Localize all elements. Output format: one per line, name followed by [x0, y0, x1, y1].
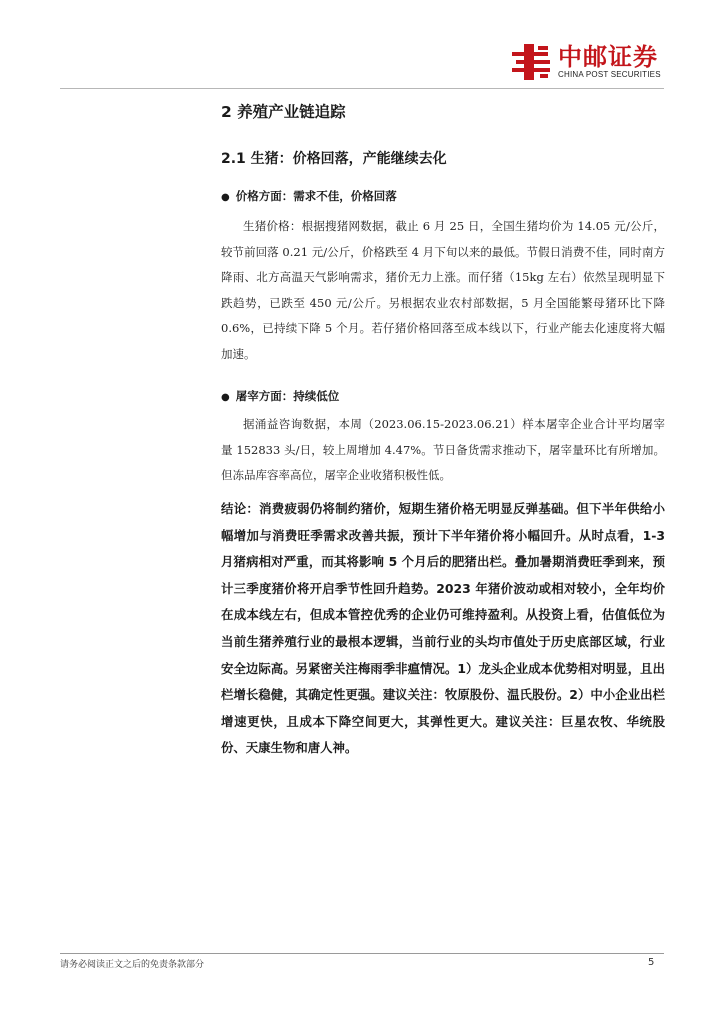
- conclusion-paragraph: 结论：消费疲弱仍将制约猪价，短期生猪价格无明显反弹基础。但下半年供给小幅增加与消费旺季需求改善共振，预计下半年猪价将小幅回升。从时点看，1-3 月猪病相对严重，而其将影响 5 个月后的肥猪出栏。叠加暑期消费旺季到来，预计三季度猪价将开启季节性回升趋势。2023 年猪价波动或相对较小，全年均价在成本线左右，但成本管控优秀的企业仍可维持盈利。从投资上看，估值低位为当前生猪养殖行业的最根本逻辑，当前行业的头均市值处于历史底部区域，行业安全边际高。另紧密关注梅雨季非瘟情况。1）龙头企业成本优势相对明显，且出栏增长稳健，其确定性更强。建议关注：牧原股份、温氏股份。2）中小企业出栏增速更快，且成本下降空间更大，其弹性更大。建议关注：巨星农牧、华统股份、天康生物和唐人神。: [221, 501, 665, 756]
- subsection-title: 2.1 生猪：价格回落，产能继续去化: [221, 151, 447, 167]
- brand-name-cn: 中邮证券: [558, 43, 658, 71]
- brand-logo: [510, 42, 670, 82]
- paragraph-price: 生猪价格：根据搜猪网数据，截止 6 月 25 日，全国生猪均价为 14.05 元/公斤，较节前回落 0.21 元/公斤，价格跌至 4 月下旬以来的最低。节假日消费不佳，同时南方降雨、北方高温天气影响需求，猪价无力上涨。而仔猪（15kg 左右）依然呈现明显下跌趋势，已跌至 450 元/公斤。另根据农业农村部数据，5 月全国能繁母猪环比下降 0.6%，已持续下降 5 个月。若仔猪价格回落至成本线以下，行业产能去化速度将大幅加速。: [221, 219, 665, 361]
- china-post-logo-icon: [510, 42, 552, 82]
- brand-name-en: CHINA POST SECURITIES: [558, 70, 661, 79]
- footer-disclaimer: 请务必阅读正文之后的免责条款部分: [60, 960, 205, 970]
- page-header: [0, 0, 724, 100]
- bullet-title: 屠宰方面：持续低位: [235, 389, 340, 403]
- bullet-price: [221, 186, 397, 208]
- bullet-dot-icon: ●: [221, 192, 230, 203]
- footer-divider: [60, 953, 664, 954]
- bullet-dot-icon: ●: [221, 392, 230, 403]
- header-divider: [60, 88, 664, 89]
- page-number: 5: [648, 957, 655, 968]
- bullet-slaughter: [221, 386, 339, 408]
- paragraph-slaughter: 据涌益咨询数据，本周（2023.06.15-2023.06.21）样本屠宰企业合计平均屠宰量 152833 头/日，较上周增加 4.47%。节日备货需求推动下，屠宰量环比有所增加。但冻品库容率高位，屠宰企业收猪积极性低。: [221, 417, 665, 483]
- bullet-title: 价格方面：需求不佳，价格回落: [235, 189, 397, 203]
- section-title: 2 养殖产业链追踪: [221, 103, 346, 121]
